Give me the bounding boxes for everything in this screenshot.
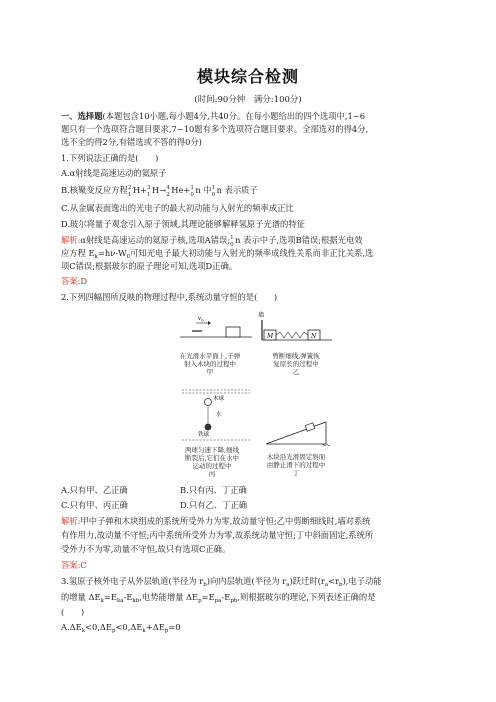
q2-option-b: B.只有丙、丁正确: [180, 485, 247, 495]
q1-answer: 答案:D: [61, 276, 88, 286]
q2-answer: 答案:C: [61, 560, 87, 570]
figure-ding-diagram: [262, 418, 332, 448]
figure-yi-caption: 剪断细线,弹簧恢 复原长的过程中 乙: [272, 352, 320, 376]
figure-ding-caption: 木块沿光滑固定斜面 由静止滑下的过程中 丁: [266, 453, 326, 477]
q3-stem-line1: 3.氢原子核外电子从外层轨道(半径为 $r_b$)向内层轨道(半径为 $r_a$)跃迁时$(r_a<r_b)$,电子动能: [61, 576, 382, 588]
section-heading: 一、选择题: [61, 111, 103, 121]
q2-option-c: C.只有甲、丙正确: [61, 500, 128, 510]
figure-jia-diagram: [178, 310, 254, 344]
figure-yi-diagram: [256, 310, 334, 344]
figure-bing-diagram: [180, 386, 252, 442]
svg-text:N: N: [311, 333, 317, 340]
svg-text:水: 水: [216, 412, 222, 418]
q1-option-d: D.玻尔将量子观念引入原子领域,其理论能够解释氢原子光谱的特征: [61, 219, 305, 229]
page-subtitle: (时间:90分钟 满分:100分): [194, 95, 302, 105]
figure-jia-v0-label: $v_0$: [198, 316, 204, 323]
q1-option-b: B.核聚变反应方程 2 1 H+ 3 1 H→ 4 2 He+ 1 0 n 中 1 0 n 表示质子: [61, 185, 258, 198]
figure-bing-caption: 两球匀速下降,细线 断裂后,它们在水中 运动的过程中 丙: [184, 446, 240, 478]
q2-analysis-label: 解析:: [61, 516, 81, 526]
q2-stem: 2.下列四幅图所反映的物理过程中,系统动量守恒的是( ): [61, 292, 278, 302]
section-intro-line2: 题只有一个选项符合题目要求,7~10题有多个选项符合题目要求。全部选对的得4分,: [61, 124, 369, 134]
q1-stem: 1.下列说法正确的是( ): [61, 153, 159, 163]
q2-option-d: D.只有乙、丁正确: [180, 500, 248, 510]
svg-text:M: M: [267, 333, 274, 340]
q2-option-a: A.只有甲、乙正确: [61, 485, 128, 495]
q1-analysis-label: 解析:: [61, 235, 81, 245]
section-intro-line3: 选不全的得2分,有错选或不答的得0分): [61, 137, 202, 147]
svg-text:木球: 木球: [213, 396, 225, 402]
q1-option-c: C.从金属表面逸出的光电子的最大初动能与入射光的频率成正比: [61, 203, 294, 213]
figure-yi-wall-label: 墙: [258, 312, 265, 319]
q3-stem-line2: 的增量 $\Delta E_k=E_{ka}-E_{kb}$,电势能增量 $\Delta E_p=E_{pa}-E_{pb}$,则根据玻尔的理论,下列表述正确的是: [61, 592, 376, 604]
q3-option-a: $A.\Delta E_k<0,\Delta E_p<0,\Delta E_k+\Delta E_p=0$: [61, 622, 181, 634]
q2-analysis-line2: 有作用力,故动量不守恒;丙中系统所受外力为零,故系统动量守恒;丁中斜面固定,系统所: [61, 530, 374, 540]
q3-stem-line3: ( ): [61, 607, 85, 617]
q2-analysis-line3: 受外力不为零,动量不守恒,故只有选项C正确。: [61, 544, 231, 554]
q2-analysis-line1: 解析:甲中子弹和木块组成的系统所受外力为零,故动量守恒;乙中剪断细线时,墙对系统: [61, 516, 371, 526]
q1-analysis-line1: 解析:α射线是高速运动的氦原子核,选项A错误; 1 0 n 表示中子,选项B错误;根据光电效: [61, 235, 363, 248]
page-title: 模块综合检测: [196, 67, 299, 86]
figure-jia-caption: 在光滑水平面上,子弹 射入木块的过程中 甲: [179, 352, 241, 376]
q1-option-a: A.α射线是高速运动的氦原子: [61, 168, 167, 178]
q1-analysis-line3: 项C错误;根据玻尔的原子理论可知,选项D正确。: [61, 261, 238, 271]
section-intro-line1: 一、选择题(本题包含10小题,每小题4分,共40分。在每小题给出的四个选项中,1~6: [61, 111, 365, 121]
q1-analysis-line2: 应方程 $E_k=h\nu-W_0$可知光电子最大初动能与入射光的频率成线性关系而非正比关系,选: [61, 248, 374, 260]
svg-text:铁球: 铁球: [198, 432, 210, 438]
